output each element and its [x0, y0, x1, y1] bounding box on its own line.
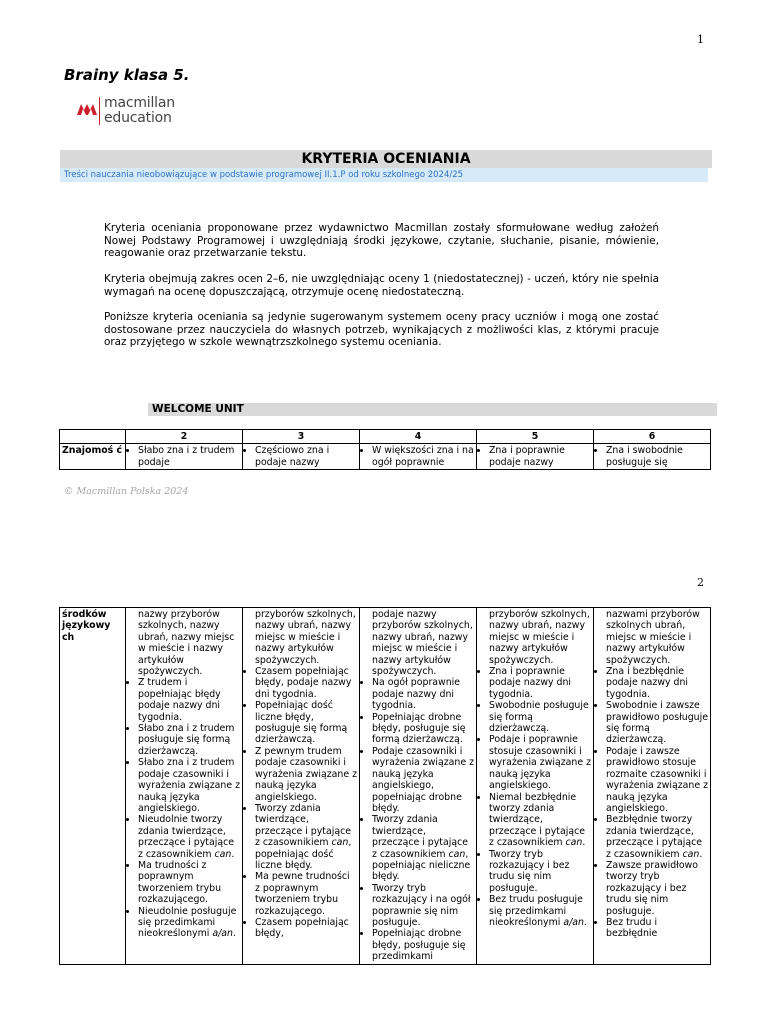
criteria-item: • Zna i poprawnie podaje nazwy	[489, 445, 591, 468]
criteria-cell	[477, 608, 594, 965]
logo-line-2: education	[104, 110, 172, 126]
criteria-item: • Bez trudu i bezbłędnie	[606, 917, 708, 940]
criteria-item: • Tworzy zdania twierdzące, przeczące i pytające z czasownikiem can, popełniając nieliczne błędy.	[372, 814, 474, 882]
intro-paragraph: Kryteria obejmują zakres ocen 2–6, nie uwzględniając oceny 1 (niedostatecznej) - uczeń, który nie spełnia wymagań na ocenę dopuszczającą, otrzymuje ocenę niedostateczną.	[104, 273, 659, 298]
criteria-cell	[243, 608, 360, 965]
criteria-item: • W większości zna i na ogół poprawnie	[372, 445, 474, 468]
criteria-item: • Zna i bezbłędnie podaje nazwy dni tygodnia.	[606, 666, 708, 700]
logo-divider	[99, 97, 100, 125]
criteria-item: • Zna i poprawnie podaje nazwy dni tygodnia.	[489, 666, 591, 700]
criteria-item: • Tworzy tryb rozkazujący i bez trudu się nim posługuje.	[489, 849, 591, 895]
document-title: Brainy klasa 5.	[64, 66, 190, 84]
publisher-logo	[76, 95, 196, 129]
grade-header: 6	[594, 430, 711, 444]
grade-header: 5	[477, 430, 594, 444]
criteria-cell	[477, 444, 594, 470]
criteria-item: • Nieudolnie posługuje się przedimkami nieokreślonymi a/an.	[138, 906, 240, 940]
criteria-cell	[594, 444, 711, 470]
table-row	[60, 608, 711, 965]
criteria-lead-text: podaje nazwy przyborów szkolnych, nazwy ubrań, nazwy miejsc w mieście i nazwy artykułów spożywczych.	[372, 609, 473, 678]
macmillan-logo-icon	[76, 101, 98, 117]
table-header-row	[60, 430, 711, 444]
criteria-item: • Zawsze prawidłowo tworzy tryb rozkazujący i bez trudu się nim posługuje.	[606, 860, 708, 917]
criteria-item: • Podaje i poprawnie stosuje czasowniki i wyrażenia związane z nauką języka angielskiego.	[489, 734, 591, 791]
criteria-cell	[594, 608, 711, 965]
criteria-item: • Zna i swobodnie posługuje się	[606, 445, 708, 468]
criteria-item: • Popełniając drobne błędy, posługuje się formą dzierżawczą.	[372, 712, 474, 746]
criteria-item: • Popełniając dość liczne błędy, posługuje się formą dzierżawczą.	[255, 700, 357, 746]
criteria-item: • Z trudem i popełniając błędy podaje nazwy dni tygodnia.	[138, 677, 240, 723]
criteria-item: • Swobodnie i zawsze prawidłowo posługuje się formą dzierżawczą.	[606, 700, 708, 746]
criteria-item: • Niemal bezbłędnie tworzy zdania twierdzące, przeczące i pytające z czasownikiem can.	[489, 792, 591, 849]
criteria-item: • Bez trudu posługuje się przedimkami nieokreślonymi a/an.	[489, 894, 591, 928]
unit-heading-label: WELCOME UNIT	[152, 403, 244, 415]
criteria-cell	[126, 444, 243, 470]
criteria-item: • Na ogół poprawnie podaje nazwy dni tygodnia.	[372, 677, 474, 711]
criteria-cell	[243, 444, 360, 470]
criteria-item: • Ma trudności z poprawnym tworzeniem trybu rozkazującego.	[138, 860, 240, 906]
criteria-item: • Ma pewne trudności z poprawnym tworzeniem trybu rozkazującego.	[255, 871, 357, 917]
grade-header: 2	[126, 430, 243, 444]
criteria-list	[596, 666, 708, 940]
criteria-item: • Tworzy tryb rozkazujący i na ogół poprawnie się nim posługuje.	[372, 883, 474, 929]
page-number: 2	[697, 576, 704, 589]
header-empty-cell	[60, 430, 126, 444]
criteria-item: • Swobodnie posługuje się formą dzierżawczą.	[489, 700, 591, 734]
intro-paragraph: Kryteria oceniania proponowane przez wydawnictwo Macmillan zostały sformułowane według założeń Nowej Podstawy Programowej i uwzględniają środki językowe, czytanie, słuchanie, pisanie, mówienie, reagowanie oraz przetwarzanie tekstu.	[104, 222, 659, 260]
criteria-item: • Podaje czasowniki i wyrażenia związane z nauką języka angielskiego, popełniając drobne błędy.	[372, 746, 474, 814]
intro-paragraph: Poniższe kryteria oceniania są jedynie sugerowanym systemem oceny pracy uczniów i mogą one zostać dostosowane przez nauczyciela do własnych potrzeb, wynikających z możliwości klas, z którymi pracuje oraz przyjętego w szkole wewnątrzszkolnego systemu oceniania.	[104, 311, 659, 349]
criteria-item: • Nieudolnie tworzy zdania twierdzące, przeczące i pytające z czasownikiem can.	[138, 814, 240, 860]
criteria-item: • Słabo zna i z trudem posługuje się formą dzierżawczą.	[138, 723, 240, 757]
unit-heading	[148, 403, 717, 416]
criteria-item: • Popełniając drobne błędy, posługuje się przedimkami	[372, 928, 474, 962]
criteria-table-continued	[59, 607, 711, 965]
logo-line-1: macmillan	[104, 95, 175, 111]
criteria-item: • Bezbłędnie tworzy zdania twierdzące, przeczące i pytające z czasownikiem can.	[606, 814, 708, 860]
section-title: KRYTERIA OCENIANIA	[60, 150, 712, 168]
criteria-item: • Częściowo zna i podaje nazwy	[255, 445, 357, 468]
criteria-table	[59, 429, 711, 470]
criteria-cell	[360, 444, 477, 470]
criteria-cell	[360, 608, 477, 965]
grade-header: 4	[360, 430, 477, 444]
criteria-item: • Słabo zna i z trudem podaje	[138, 445, 240, 468]
criteria-item: • Podaje i zawsze prawidłowo stosuje rozmaite czasowniki i wyrażenia związane z nauką języka angielskiego.	[606, 746, 708, 814]
criteria-lead-text: nazwy przyborów szkolnych, nazwy ubrań, nazwy miejsc w mieście i nazwy artykułów spożywczych.	[138, 609, 235, 678]
criteria-item: • Z pewnym trudem podaje czasowniki i wyrażenia związane z nauką języka angielskiego.	[255, 746, 357, 803]
table-row	[60, 444, 711, 470]
copyright-notice: © Macmillan Polska 2024	[64, 486, 189, 497]
row-heading: środków językowy ch	[60, 608, 126, 965]
criteria-lead-text: przyborów szkolnych, nazwy ubrań, nazwy miejsc w mieście i nazwy artykułów spożywczych.	[255, 609, 356, 666]
criteria-item: • Słabo zna i z trudem podaje czasowniki i wyrażenia związane z nauką języka angielskiego.	[138, 757, 240, 814]
page-number: 1	[697, 33, 704, 46]
criteria-item: • Czasem popełniając błędy,	[255, 917, 357, 940]
criteria-lead-text: nazwami przyborów szkolnych ubrań, miejsc w mieście i nazwy artykułów spożywczych.	[606, 609, 700, 666]
criteria-cell	[126, 608, 243, 965]
criteria-list	[362, 677, 474, 962]
criteria-item: • Czasem popełniając błędy, podaje nazwy dni tygodnia.	[255, 666, 357, 700]
section-subtitle: Treści nauczania nieobowiązujące w podstawie programowej II.1.P od roku szkolnego 2024/25	[60, 168, 708, 182]
criteria-lead-text: przyborów szkolnych, nazwy ubrań, nazwy miejsc w mieście i nazwy artykułów spożywczych.	[489, 609, 590, 666]
row-heading: Znajomoś ć	[60, 444, 126, 470]
criteria-item: • Tworzy zdania twierdzące, przeczące i pytające z czasownikiem can, popełniając dość liczne błędy.	[255, 803, 357, 871]
criteria-list	[479, 666, 591, 928]
criteria-list	[128, 677, 240, 939]
criteria-list	[245, 666, 357, 940]
grade-header: 3	[243, 430, 360, 444]
